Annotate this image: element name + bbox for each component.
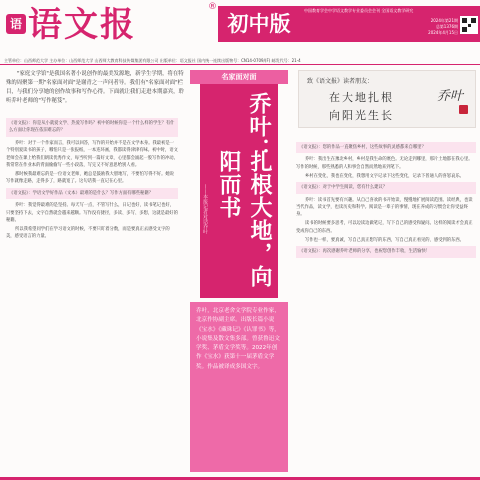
- question-block: [6, 188, 178, 199]
- seal-stamp-icon: [459, 105, 468, 114]
- answer-paragraph: 乔叶：我觉得最难的是坚持。每天写一点，不管写什么，日记也好，读书笔记也好，只要坚持下去，文字自然就会越来越顺。写作没有捷径，多读、多写、多想，这就是最好的秘籍。: [6, 203, 178, 224]
- question-block: [296, 246, 476, 257]
- calligraphy-line-2: 向阳光生长: [329, 109, 394, 122]
- article-column-left: [6, 116, 178, 476]
- question-block: [296, 182, 476, 193]
- answer-paragraph: 写作也一样，要真诚，写自己真正想写的东西，写自己真正看见的、感受到的东西。: [305, 237, 464, 243]
- masthead-strip: [300, 6, 480, 42]
- edition-badge: 初中版: [218, 6, 300, 42]
- issue-number: 2024年第21期: [430, 18, 458, 23]
- headline-subtitle: ——本报记者对话乔叶: [202, 184, 208, 234]
- logo-title: 语文报: [28, 5, 136, 45]
- question-text: 《语文报》：学语文学好作品（文本）最难的是什么？写作方面有哪些秘籍？: [9, 190, 153, 196]
- question-text: 《语文报》：你是从小就爱文学、热爱写作吗？初中的时候你是一个什么样的学生？有什么方面让你现在依旧难忘的？: [9, 121, 175, 134]
- question-block: [6, 118, 178, 137]
- masthead-strip-text: 中国教育学会中学语文教学专业委员会会刊 全国语文教学研究: [304, 8, 414, 13]
- calligraphy-greeting: 致《语文报》读者朋友：: [307, 78, 374, 85]
- answer-paragraph: 乔叶：我出生在豫北乡村，乡村是我生命的底色。无论走到哪里，那片土地都在我心里。写作的时候，那些熟悉的人和事会自然而然地来到笔下。: [296, 157, 473, 170]
- issue-total: 总第1376期: [435, 24, 458, 29]
- calligraphy-image: [298, 70, 476, 128]
- answer-paragraph: 乔叶：对于一个作家而言，我可以回答，写作的开始并不是在文学本身。我最初是一个特别爱读书的孩子，哪怕只是一张报纸，一本连环画，我都读得津津有味。初中时，语文老师会在课上给我们朗读优秀作文，每当听到一篇好文章，心里都会涌起一股写作的冲动。我常常在作业本的背面偷偷写一些小段落，写完又不好意思给别人看。: [6, 140, 178, 169]
- newspaper-logo: [6, 4, 166, 46]
- answer-paragraph: 那时候我最难忘的是一位语文老师，她总是鼓励我大胆地写，不要怕写得不好。她说写作就像走路，走得多了，路就宽了。这句话我一直记在心里。: [6, 172, 174, 185]
- qr-code-icon: [460, 16, 478, 34]
- article-column-right: [296, 140, 476, 476]
- answer-paragraph: 乡村在变化，我也在变化，我想用文字记录下这些变化，记录下普通人的喜怒哀乐。: [305, 173, 464, 179]
- headline-title: 扎根大地，向阳而书: [216, 150, 273, 288]
- author-bio: 乔叶，北京老舍文学院专业作家，北京作协副主席。出版长篇小说《宝水》《藏珠记》《认罪书》等，小说集及散文集多部。曾获鲁迅文学奖、茅盾文学奖等。2022年创作《宝水》获第十一届茅盾文学奖。作品被译成多国文字。: [190, 302, 288, 472]
- article-intro: "家庭文学馆"是我国名著小说创作的最美发源地，新学生学期，将在特殊的周聚第一期"名家面对面"是谢青之一声问者导。我们有"名家面对面"栏目，与我们分享她的创作故事和写作心得。下面就让我们走进本期嘉宾，聆听乔叶老师的"写作秘笈"。: [6, 71, 184, 104]
- logo-mark-icon: 语: [6, 14, 26, 34]
- answer-paragraph: 乔叶：读书首先要有兴趣。从自己喜欢的书开始读，慢慢地扩展阅读范围。读经典，也读当代作品，读文学，也读历史和科学。阅读是一辈子的事情，现在养成的习惯会让你受益终身。: [296, 197, 473, 218]
- headline-box: [200, 84, 278, 298]
- calligraphy-line-1: 在大地扎根: [329, 91, 394, 104]
- answer-paragraph: 读书的时候要多思考，可以边读边做笔记，写下自己的感受和疑问。这样的阅读才会真正变成你自己的东西。: [296, 221, 473, 234]
- issue-date: 2024年4月15日: [428, 30, 458, 35]
- question-text: 《语文报》：对于中学生阅读，您有什么建议？: [299, 185, 388, 191]
- headline-name: 乔叶：: [246, 92, 272, 161]
- question-text: 《语文报》：再次感谢乔叶老师的分享，也祝您创作丰收，生活愉快！: [299, 249, 431, 255]
- registered-mark: ®: [208, 2, 217, 12]
- masthead: [0, 0, 480, 52]
- publisher-line: 主管单位：山西师范大学 主办单位：山西师范大学 山西师大教育科技传媒集团有限公司 出版单位：语文报社 国内统一连续出版物号：CN14-0709/(F) 邮发代号：21-4: [4, 58, 301, 63]
- column-tag: 名家面对面: [190, 70, 288, 84]
- header-divider: [0, 64, 480, 65]
- question-text: 《语文报》：您的作品一直聚焦乡村，这些故事的灵感都来自哪里？: [299, 145, 426, 150]
- issue-meta: [428, 18, 458, 36]
- answer-paragraph: 所以我希望同学们在学习语文的时候，不要只盯着分数，而是要真正去感受文字的美，感受语言的力量。: [6, 227, 170, 240]
- feature-banner: [186, 70, 292, 476]
- question-block: [296, 142, 476, 153]
- handwritten-signature: 乔叶: [437, 89, 464, 104]
